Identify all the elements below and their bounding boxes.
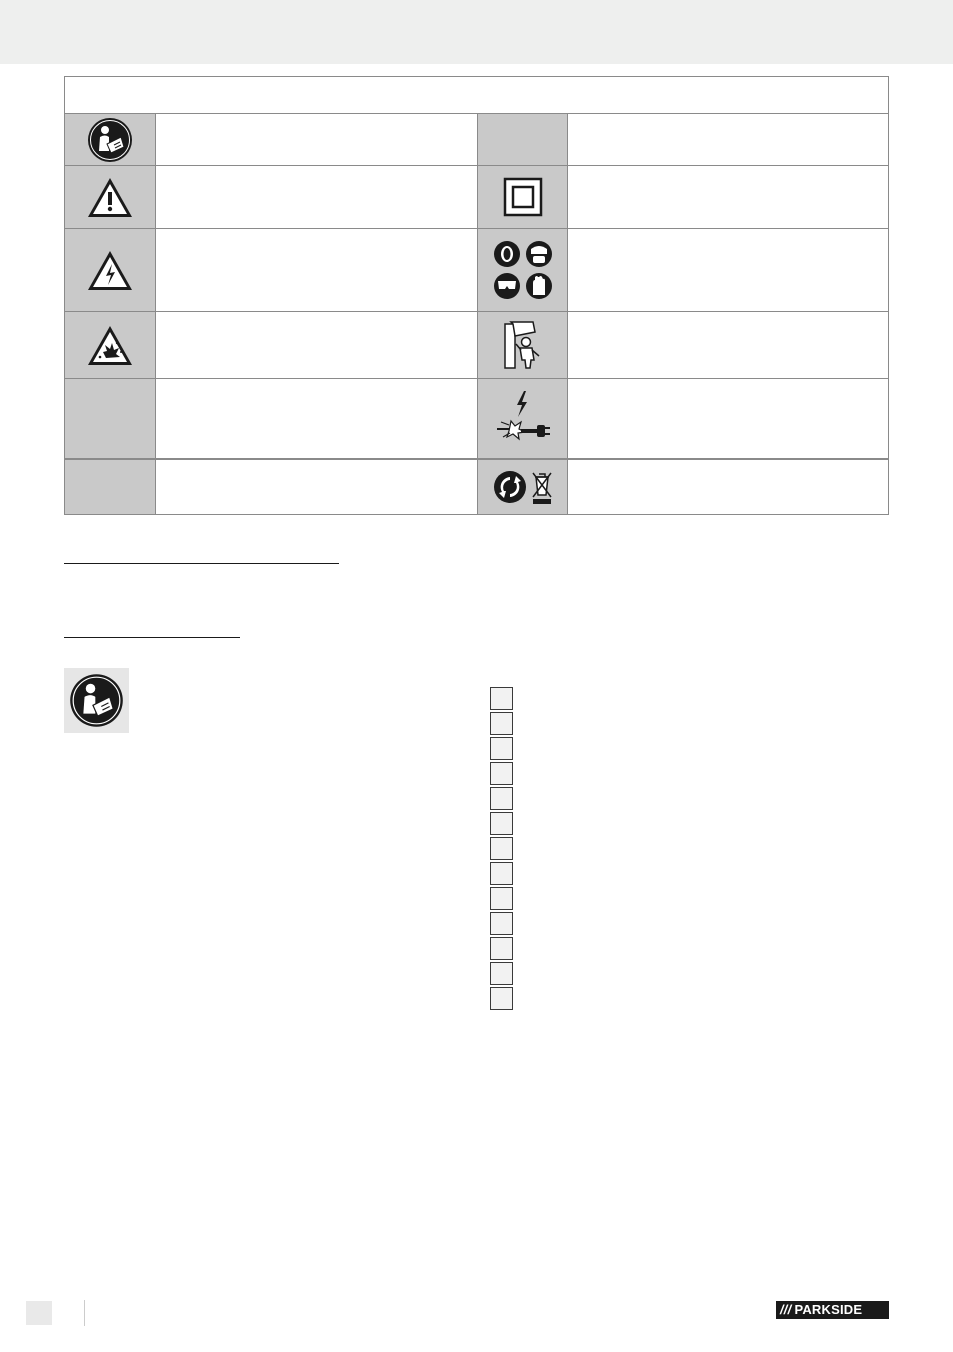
protective-equipment-icon [492,239,554,301]
icon-cell [478,229,568,311]
checkbox[interactable] [490,712,513,735]
brand-slashes: /// [780,1302,792,1317]
damaged-cable-unplug-icon [493,389,553,449]
green-dot-recycling-icon [493,470,527,504]
symbol-table [64,76,889,515]
icon-cell [65,379,156,458]
page-number-box [26,1301,52,1325]
section-heading-rule [64,637,240,638]
checkbox[interactable] [490,687,513,710]
checkbox[interactable] [490,762,513,785]
checkbox[interactable] [490,787,513,810]
checkbox[interactable] [490,837,513,860]
icon-cell [478,379,568,458]
crossed-bin-icon [531,469,553,505]
checkbox[interactable] [490,862,513,885]
table-row [65,166,888,229]
icon-cell [478,460,568,514]
protection-class-ii-icon [503,177,543,217]
symbol-desc [156,312,478,378]
section-heading-rule [64,563,339,564]
symbol-desc [568,166,888,228]
symbol-table-header [65,77,888,114]
icon-cell [65,114,156,165]
brand-name: PARKSIDE [794,1302,863,1317]
icon-cell [65,312,156,378]
icon-cell [478,166,568,228]
symbol-desc [568,229,888,311]
symbol-desc [156,460,478,514]
header-band [0,0,953,64]
explosion-warning-icon [86,324,134,367]
table-row [65,459,888,514]
table-row [65,229,888,312]
checkbox[interactable] [490,912,513,935]
symbol-desc [568,379,888,458]
electric-shock-warning-icon [86,249,134,292]
checkbox[interactable] [490,962,513,985]
icon-cell [65,229,156,311]
symbol-desc [568,312,888,378]
warning-triangle-icon [86,176,134,219]
checkbox[interactable] [490,987,513,1010]
brand-logo [776,1301,889,1319]
checkbox[interactable] [490,887,513,910]
read-manual-icon [69,673,124,728]
checkbox[interactable] [490,737,513,760]
symbol-desc [156,379,478,458]
footer-divider [84,1300,85,1326]
symbol-desc [568,114,888,165]
table-row [65,312,888,379]
symbol-desc [156,166,478,228]
checkbox[interactable] [490,812,513,835]
icon-cell [478,312,568,378]
symbol-desc [156,229,478,311]
checkbox[interactable] [490,937,513,960]
table-row [65,379,888,459]
table-row [65,114,888,166]
read-manual-icon [87,117,133,163]
delivery-checklist [490,687,515,1012]
symbol-desc [568,460,888,514]
icon-cell [65,166,156,228]
keep-children-away-icon [503,320,543,370]
icon-cell [65,460,156,514]
manual-icon-box [64,668,129,733]
icon-cell [478,114,568,165]
symbol-desc [156,114,478,165]
